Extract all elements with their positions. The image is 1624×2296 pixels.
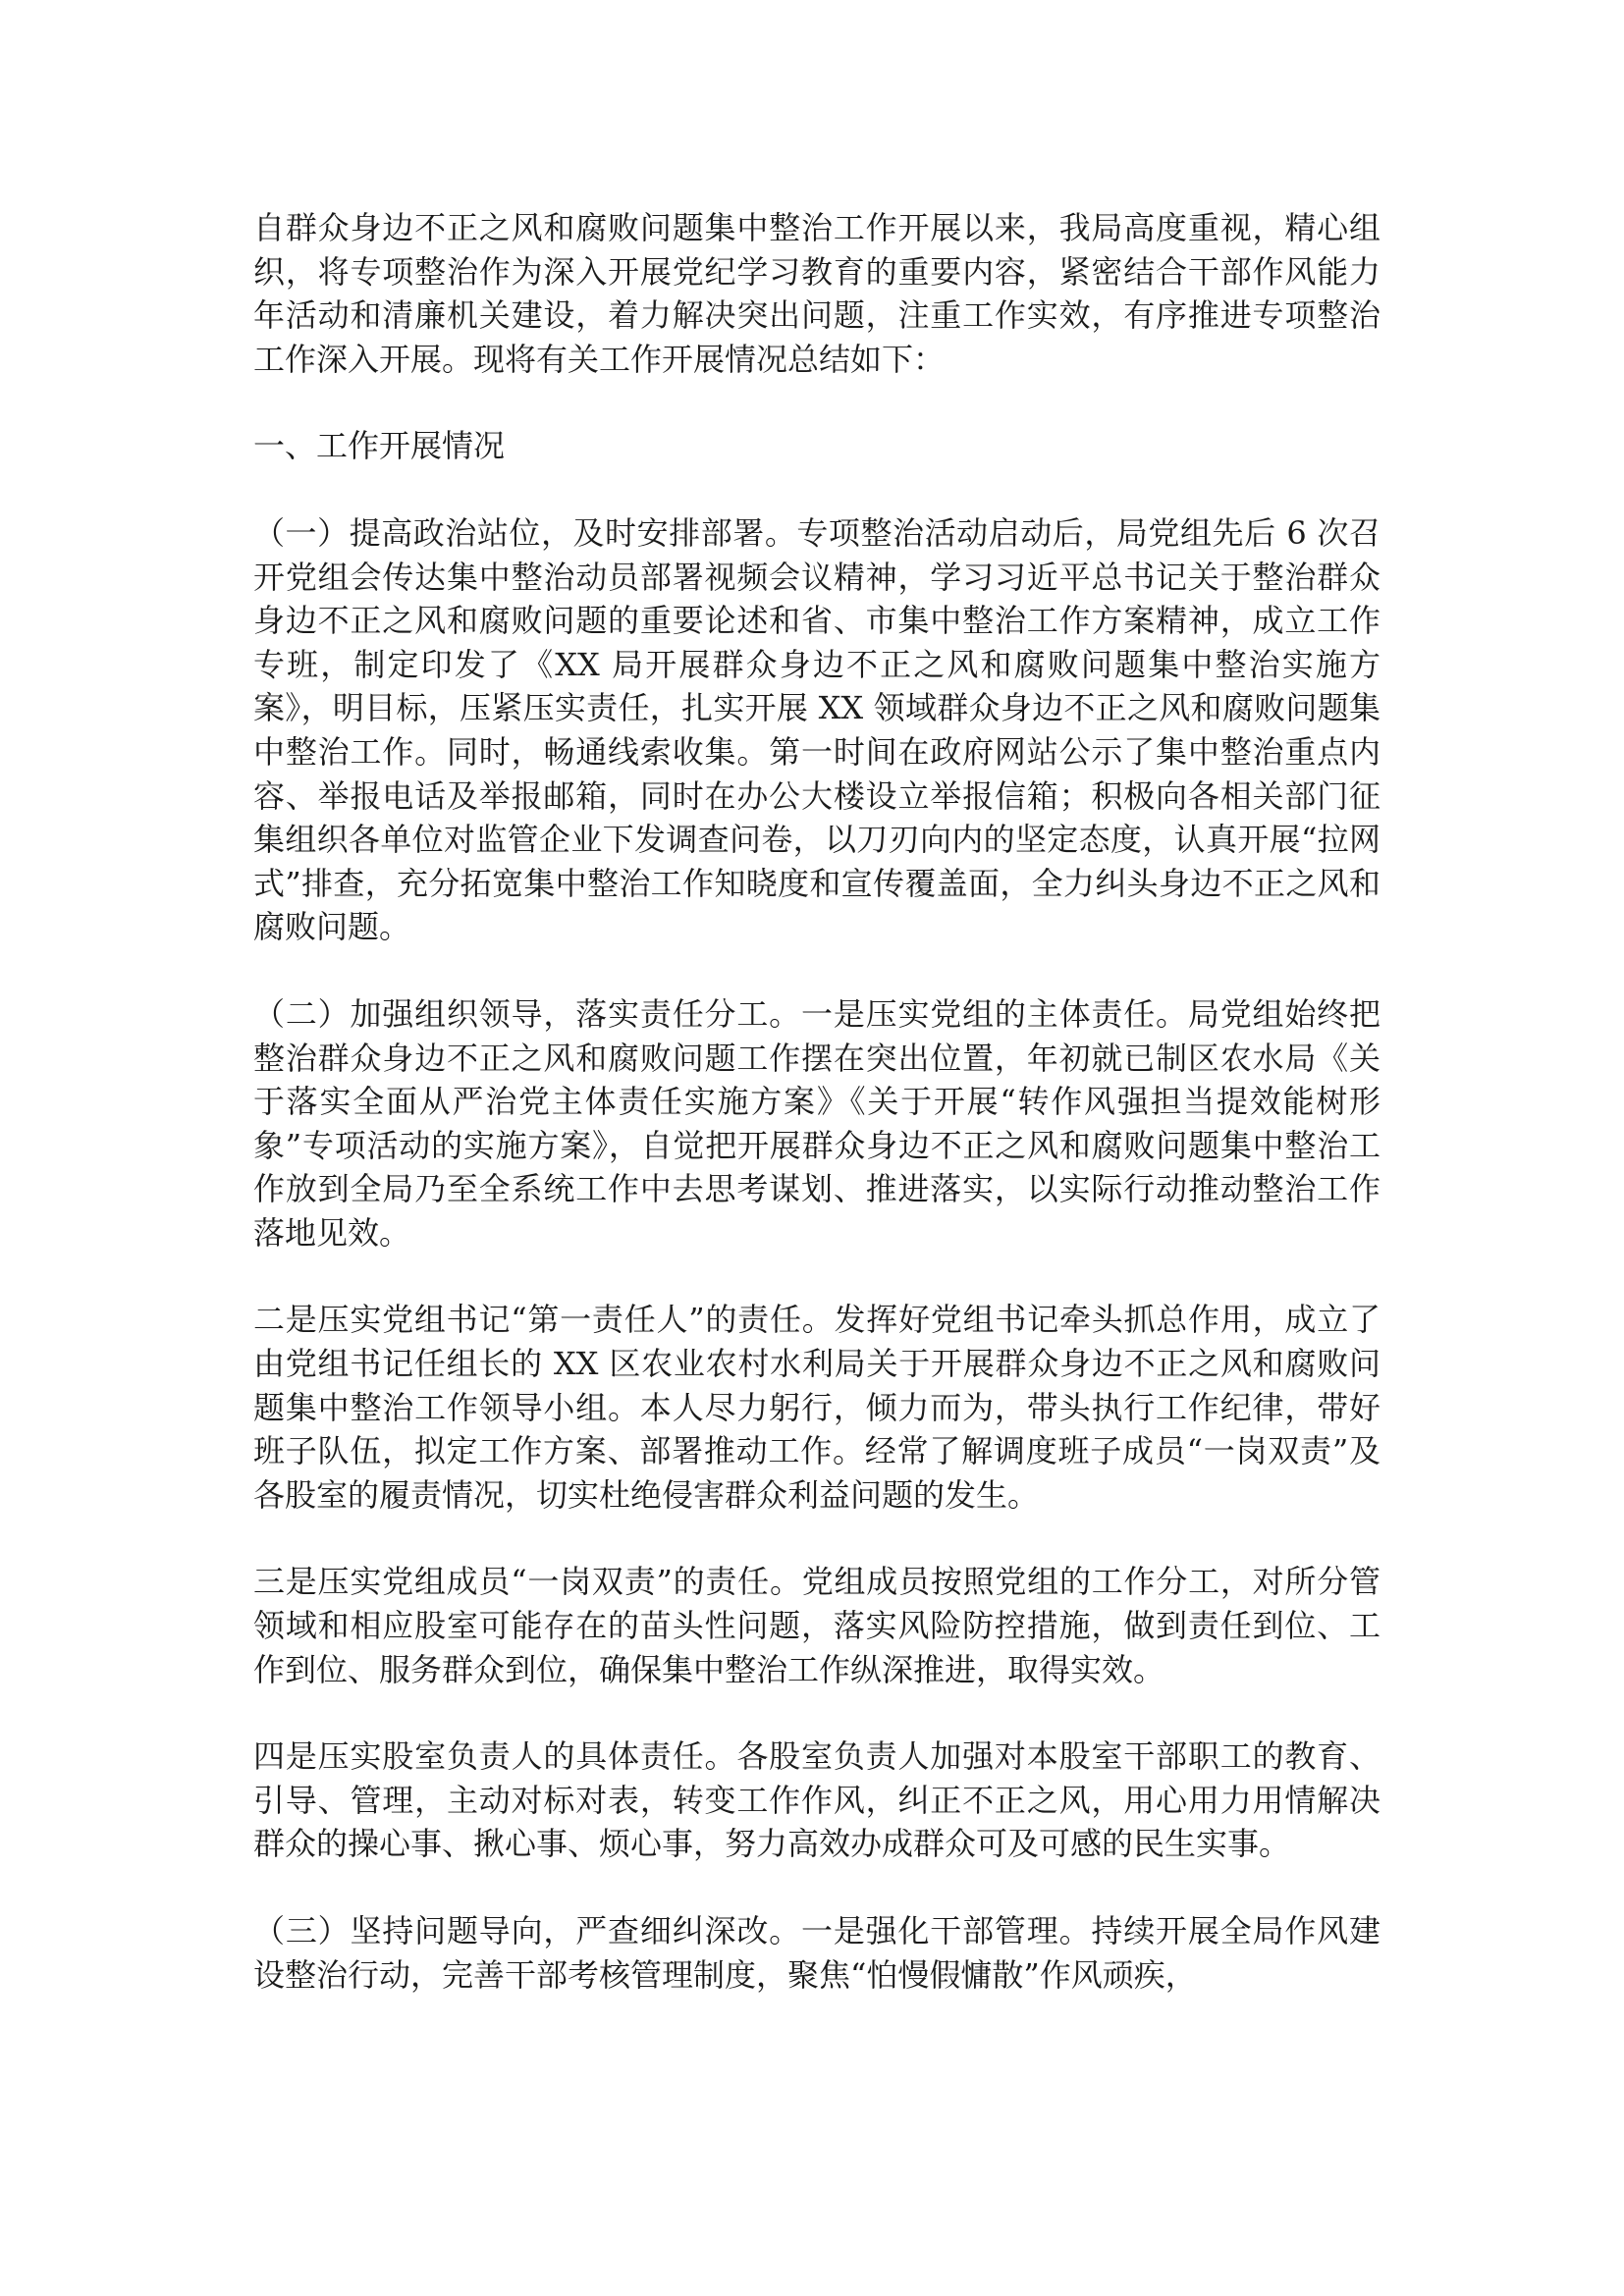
intro-paragraph: 自群众身边不正之风和腐败问题集中整治工作开展以来，我局高度重视，精心组织，将专项整治作为深入开展党纪学习教育的重要内容，紧密结合干部作风能力年活动和清廉机关建设，着力解决突出问题，注重工作实效，有序推进专项整治工作深入开展。现将有关工作开展情况总结如下：	[253, 209, 1380, 378]
paragraph-3: 二是压实党组书记“第一责任人”的责任。发挥好党组书记牵头抓总作用，成立了由党组书记任组长的 XX 区农业农村水利局关于开展群众身边不正之风和腐败问题集中整治工作领导小组。本人尽力躬行，倾力而为，带头执行工作纪律，带好班子队伍，拟定工作方案、部署推动工作。经常了解调度班子成员“一岗双责”及各股室的履责情况，切实杜绝侵害群众利益问题的发生。	[253, 1301, 1380, 1514]
paragraph-2: （二）加强组织领导，落实责任分工。一是压实党组的主体责任。局党组始终把整治群众身边不正之风和腐败问题工作摆在突出位置，年初就已制区农水局《关于落实全面从严治党主体责任实施方案》《关于开展“转作风强担当提效能树形象”专项活动的实施方案》，自觉把开展群众身边不正之风和腐败问题集中整治工作放到全局乃至全系统工作中去思考谋划、推进落实，以实际行动推动整治工作落地见效。	[253, 994, 1380, 1252]
section-heading: 一、工作开展情况	[253, 427, 506, 465]
paragraph-5: 四是压实股室负责人的具体责任。各股室负责人加强对本股室干部职工的教育、引导、管理，主动对标对表，转变工作作风，纠正不正之风，用心用力用情解决群众的操心事、揪心事、烦心事，努力高效办成群众可及可感的民生实事。	[253, 1737, 1380, 1863]
paragraph-1: （一）提高政治站位，及时安排部署。专项整治活动启动后，局党组先后 6 次召开党组会传达集中整治动员部署视频会议精神，学习习近平总书记关于整治群众身边不正之风和腐败问题的重要论述和省、市集中整治工作方案精神，成立工作专班，制定印发了《XX 局开展群众身边不正之风和腐败问题集中整治实施方案》，明目标，压紧压实责任，扎实开展 XX 领域群众身边不正之风和腐败问题集中整治工作。同时，畅通线索收集。第一时间在政府网站公示了集中整治重点内容、举报电话及举报邮箱，同时在办公大楼设立举报信箱；积极向各相关部门征集组织各单位对监管企业下发调查问卷，以刀刃向内的坚定态度，认真开展“拉网式”排查，充分拓宽集中整治工作知晓度和宣传覆盖面，全力纠头身边不正之风和腐败问题。	[253, 513, 1380, 946]
document-body	[253, 206, 1380, 2040]
paragraph-6: （三）坚持问题导向，严查细纠深改。一是强化干部管理。持续开展全局作风建设整治行动，完善干部考核管理制度，聚焦“怕慢假慵散”作风顽疾，	[253, 1912, 1380, 1994]
paragraph-4: 三是压实党组成员“一岗双责”的责任。党组成员按照党组的工作分工，对所分管领域和相应股室可能存在的苗头性问题，落实风险防控措施，做到责任到位、工作到位、服务群众到位，确保集中整治工作纵深推进，取得实效。	[253, 1563, 1380, 1688]
